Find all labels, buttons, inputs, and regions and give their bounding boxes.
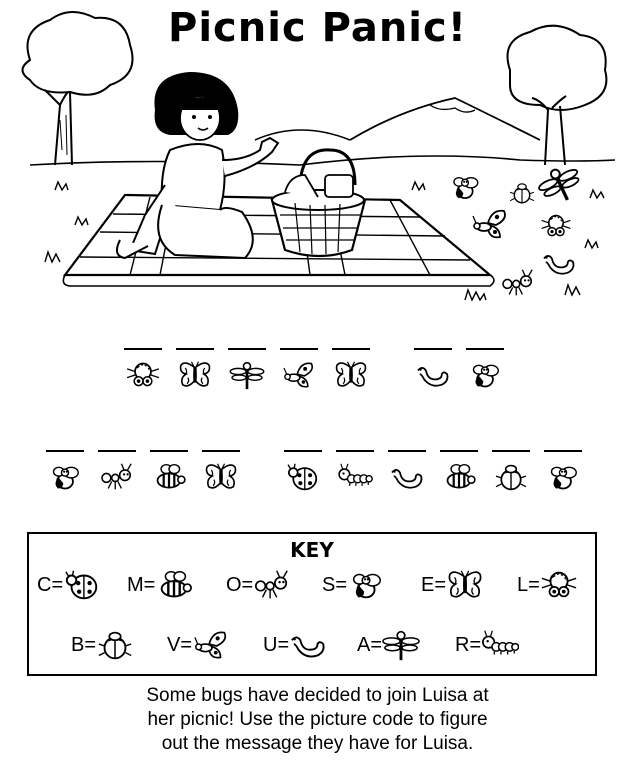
answer-blank[interactable]	[440, 450, 478, 452]
key-letter: M=	[127, 573, 156, 596]
key-entry-s	[322, 568, 385, 602]
key-entry-a	[357, 628, 420, 662]
butterfly-icon	[333, 360, 369, 390]
ladybug-icon	[63, 568, 101, 602]
hills	[255, 98, 540, 140]
spider-icon	[540, 568, 578, 602]
key-letter: R=	[455, 633, 482, 656]
puzzle-row-1	[122, 348, 516, 390]
key-letter: A=	[357, 633, 383, 656]
beetle-icon	[96, 628, 134, 662]
answer-blank[interactable]	[124, 348, 162, 350]
answer-blank[interactable]	[414, 348, 452, 350]
key-letter: U=	[263, 633, 290, 656]
puzzle-slot[interactable]	[438, 450, 480, 492]
butterfly-side-icon	[192, 628, 230, 662]
butterfly-icon	[446, 568, 484, 602]
answer-blank[interactable]	[332, 348, 370, 350]
butterfly-icon	[203, 462, 239, 492]
fly-icon	[47, 462, 83, 492]
puzzle-slot[interactable]	[386, 450, 428, 492]
ant-icon	[253, 568, 291, 602]
bee-icon	[155, 568, 193, 602]
bee-icon	[151, 462, 187, 492]
answer-blank[interactable]	[336, 450, 374, 452]
key-entry-r	[455, 628, 519, 662]
key-entry-u	[263, 628, 327, 662]
answer-blank[interactable]	[176, 348, 214, 350]
answer-blank[interactable]	[98, 450, 136, 452]
key-entry-m	[127, 568, 193, 602]
puzzle-slot[interactable]	[174, 348, 216, 390]
answer-blank[interactable]	[466, 348, 504, 350]
puzzle-slot[interactable]	[200, 450, 242, 492]
ladybug-icon	[285, 462, 321, 492]
puzzle-slot[interactable]	[96, 450, 138, 492]
puzzle-slot[interactable]	[330, 348, 372, 390]
dragonfly-icon	[229, 360, 265, 390]
answer-blank[interactable]	[492, 450, 530, 452]
key-heading: KEY	[290, 538, 334, 562]
bee-icon	[441, 462, 477, 492]
fly-icon	[347, 568, 385, 602]
worm-icon	[289, 628, 327, 662]
key-box	[27, 532, 597, 676]
answer-blank[interactable]	[280, 348, 318, 350]
key-letter: E=	[421, 573, 447, 596]
spider-icon	[125, 360, 161, 390]
worm-icon	[389, 462, 425, 492]
instructions	[0, 684, 635, 756]
key-entry-o	[226, 568, 291, 602]
ant-icon	[99, 462, 135, 492]
puzzle-slot[interactable]	[412, 348, 454, 390]
key-letter: V=	[167, 633, 193, 656]
puzzle-slot[interactable]	[542, 450, 584, 492]
answer-blank[interactable]	[388, 450, 426, 452]
fly-icon	[545, 462, 581, 492]
puzzle-slot[interactable]	[278, 348, 320, 390]
puzzle-slot[interactable]	[122, 348, 164, 390]
puzzle-slot[interactable]	[464, 348, 506, 390]
answer-blank[interactable]	[202, 450, 240, 452]
caterpillar-icon	[481, 628, 519, 662]
caterpillar-icon	[337, 462, 373, 492]
key-letter: B=	[71, 633, 97, 656]
key-entry-v	[167, 628, 230, 662]
left-tree	[23, 12, 133, 165]
page-title: Picnic Panic!	[168, 5, 467, 51]
answer-blank[interactable]	[228, 348, 266, 350]
puzzle-slot[interactable]	[282, 450, 324, 492]
picnic-illustration	[0, 0, 635, 320]
answer-blank[interactable]	[150, 450, 188, 452]
picnic-basket	[272, 150, 365, 256]
key-letter: L=	[517, 573, 540, 596]
answer-blank[interactable]	[284, 450, 322, 452]
puzzle-row-2	[44, 450, 594, 492]
puzzle-slot[interactable]	[44, 450, 86, 492]
beetle-icon	[493, 462, 529, 492]
key-entry-e	[421, 568, 484, 602]
dragonfly-icon	[382, 628, 420, 662]
butterfly-side-icon	[281, 360, 317, 390]
key-letter: O=	[226, 573, 254, 596]
worm-icon	[415, 360, 451, 390]
answer-blank[interactable]	[544, 450, 582, 452]
instructions-line: out the message they have for Luisa.	[161, 733, 474, 754]
fly-icon	[467, 360, 503, 390]
puzzle-slot[interactable]	[334, 450, 376, 492]
butterfly-icon	[177, 360, 213, 390]
right-tree	[508, 26, 607, 165]
key-entry-l	[517, 568, 578, 602]
puzzle-slot[interactable]	[490, 450, 532, 492]
puzzle-slot[interactable]	[226, 348, 268, 390]
instructions-line: Some bugs have decided to join Luisa at	[146, 685, 489, 706]
instructions-line: her picnic! Use the picture code to figure	[147, 709, 488, 730]
key-entry-c	[37, 568, 101, 602]
puzzle-slot[interactable]	[148, 450, 190, 492]
key-letter: C=	[37, 573, 64, 596]
key-entry-b	[71, 628, 134, 662]
key-letter: S=	[322, 573, 348, 596]
answer-blank[interactable]	[46, 450, 84, 452]
